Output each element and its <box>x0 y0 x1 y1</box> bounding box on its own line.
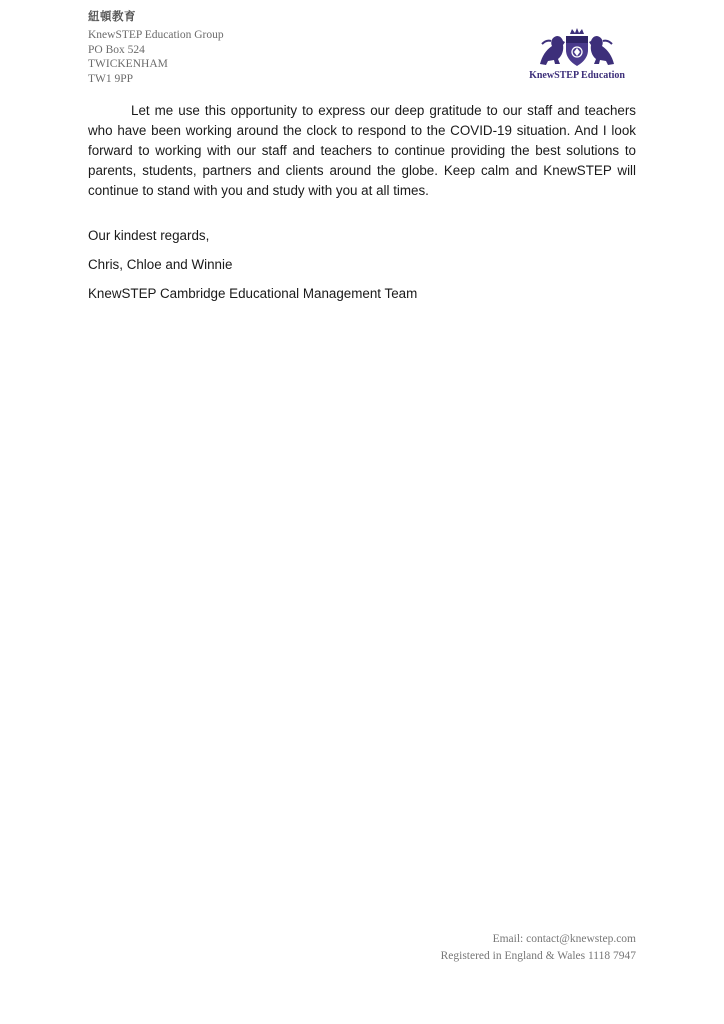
company-logo <box>522 28 632 84</box>
sender-address <box>88 28 224 86</box>
footer-registration: Registered in England & Wales 1118 7947 <box>440 950 636 962</box>
address-line-pobox: PO Box 524 <box>88 43 145 56</box>
closing-salutation: Our kindest regards, <box>88 228 210 243</box>
org-chinese-name: 紐頓教育 <box>88 9 136 23</box>
signatories: Chris, Chloe and Winnie <box>88 257 233 272</box>
footer-email: Email: contact@knewstep.com <box>492 933 636 945</box>
page-footer <box>441 931 636 965</box>
letter-body <box>88 101 636 201</box>
heraldic-crest-icon <box>536 28 618 68</box>
address-line-org: KnewSTEP Education Group <box>88 29 224 41</box>
address-line-postcode: TW1 9PP <box>88 72 134 85</box>
letter-paragraph: Let me use this opportunity to express our deep gratitude to our staff and teachers who have been working around the clock to respond to the COVID-19 situation. And I look forward to working with our staff and teachers to continue providing the best solutions to parents, students, partners and clients around the globe. Keep calm and KnewSTEP will continue to stand with you and study with you at all times. <box>88 103 636 198</box>
address-line-town: TWICKENHAM <box>88 58 168 70</box>
logo-text: KnewSTEP Education <box>529 70 625 81</box>
team-name: KnewSTEP Cambridge Educational Management Team <box>88 286 418 301</box>
